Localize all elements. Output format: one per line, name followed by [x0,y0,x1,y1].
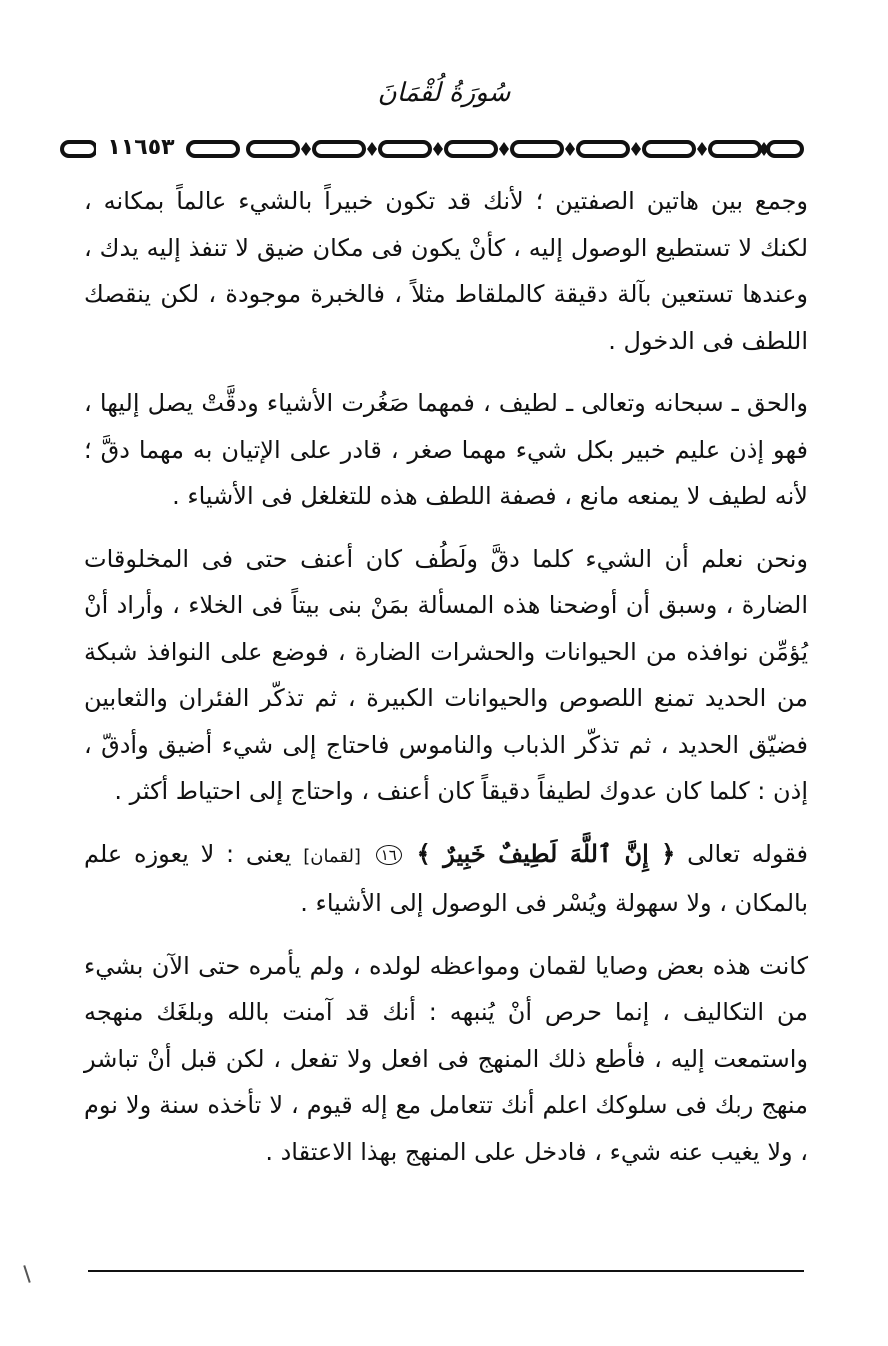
paragraph-5: كانت هذه بعض وصايا لقمان ومواعظه لولده ، ولم يأمره حتى الآن بشيء من التكاليف ، إنما حرص أنْ يُنبهه : أنك قد آمنت بالله وبلغَك منهجه واستمعت إليه ، فأطع ذلك المنهج فى افعل ولا تفعل ، لكن قبل أنْ تباشر منهج ربك فى سلوكك اعلم أنك تتعامل مع إله قيوم ، لا تأخذه سنة ولا نوم ، ولا يغيب عنه شيء ، فادخل على المنهج بهذا الاعتقاد . [84,951,808,1166]
paragraph-3: ونحن نعلم أن الشيء كلما دقَّ ولَطُف كان أعنف حتى فى المخلوقات الضارة ، وسبق أن أوضحنا هذه المسألة بمَنْ بنى بيتاً فى الخلاء ، وأراد أنْ يُؤمِّن نوافذه من الحيوانات والحشرات الضارة ، فوضع على النوافذ شبكة من الحديد تمنع اللصوص والحيوانات الكبيرة ، ثم تذكّر الفئران والثعابين فضيّق الحديد ، ثم تذكّر الذباب والناموس فاحتاج إلى شيء أضيق وأدقّ ، إذن : كلما كان عدوك لطيفاً دقيقاً كان أعنف ، واحتاج إلى احتياط أكثر . [84,544,808,805]
quran-verse: ﴿ إِنَّ ٱللَّهَ لَطِيفٌ خَبِيرٌ ﴾ [416,838,676,868]
footer-rule [88,1270,804,1272]
paragraph-1: وجمع بين هاتين الصفتين ؛ لأنك قد تكون خبيراً بالشيء عالماً بمكانه ، لكنك لا تستطيع الوصول إليه ، كأنْ يكون فى مكان ضيق لا تنفذ إليه يدك ، وعندها تستعين بآلة دقيقة كالملقاط مثلاً ، فالخبرة موجودة ، لكن ينقصك اللطف فى الدخول . [84,187,808,355]
paragraph-2: والحق ـ سبحانه وتعالى ـ لطيف ، فمهما صَغُرت الأشياء ودقَّتْ يصل إليها ، فهو إذن عليم خبير بكل شيء مهما صغر ، قادر على الإتيان به مهما دقَّ ؛ لأنه لطيف لا يمنعه مانع ، فصفة اللطف هذه للتغلغل فى الأشياء . [84,389,808,510]
page-number: ١١٦٥٣ [96,134,186,162]
verse-explanation: يعنى : لا يعوزه علم بالمكان ، ولا سهولة ويُسْر فى الوصول إلى الأشياء . [84,839,808,917]
verse-paragraph [84,831,808,927]
surah-reference: [لقمان] [303,845,361,867]
margin-pen-mark [23,1265,30,1283]
verse-number-marker: ١٦ [376,845,402,865]
surah-title: سُورَةُ لُقْمَانَ [377,78,511,108]
page-body [84,178,808,1191]
verse-intro: فقوله تعالى [687,839,809,868]
